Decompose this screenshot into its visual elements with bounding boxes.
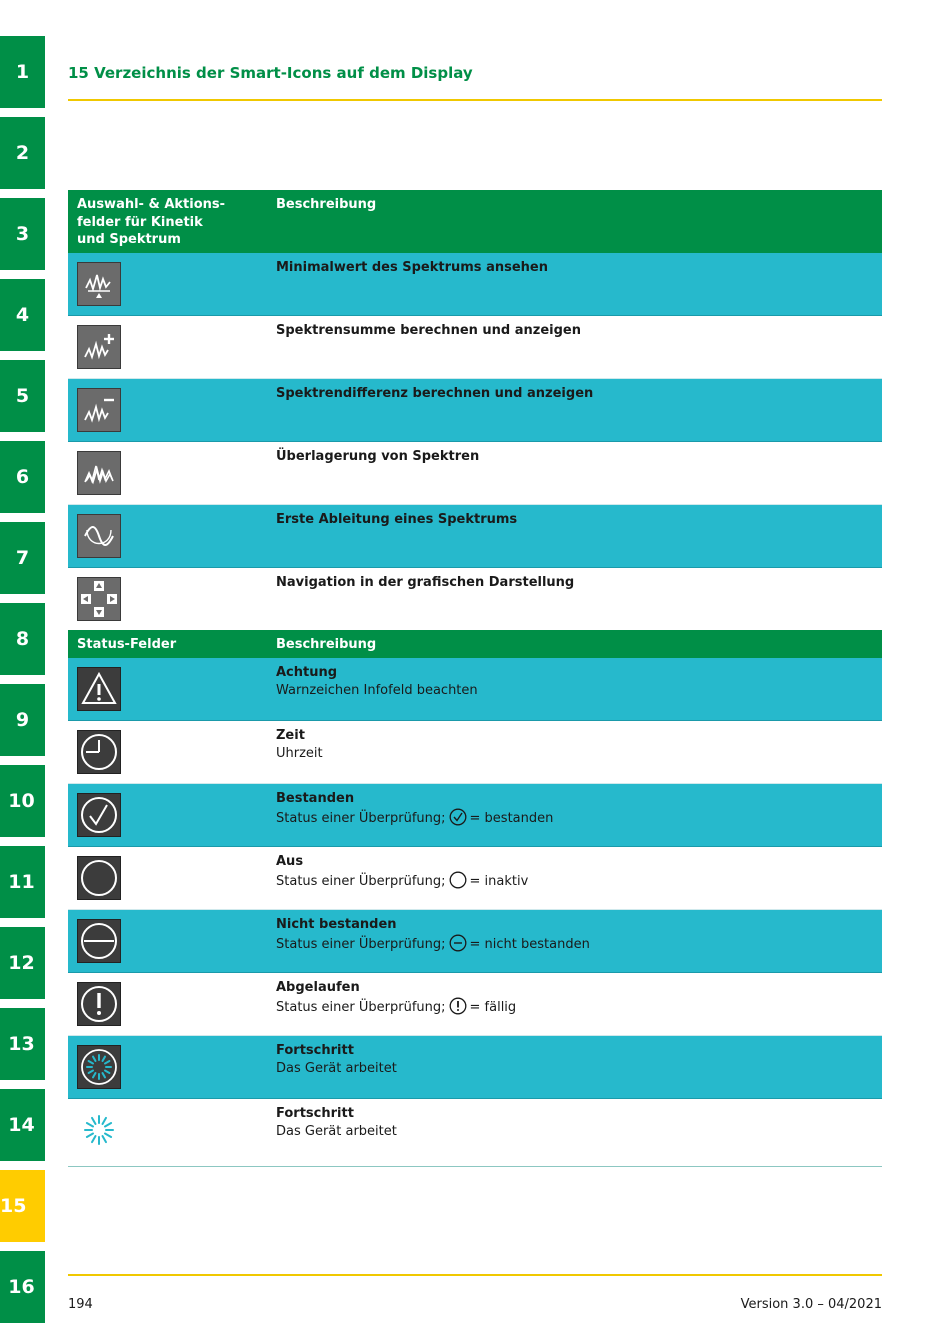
- tab-label: 12: [8, 952, 35, 974]
- row-title: Navigation in der grafischen Darstellung: [276, 575, 575, 590]
- tab-label: 3: [15, 223, 30, 245]
- row-description: Das Gerät arbeitet: [276, 1124, 397, 1139]
- tab-chapter-4[interactable]: [0, 279, 45, 351]
- page-number: 194: [68, 1297, 93, 1312]
- tab-chapter-6[interactable]: [0, 441, 45, 513]
- tab-label: 7: [15, 547, 30, 569]
- tab-label: 13: [8, 1033, 35, 1055]
- tab-chapter-12[interactable]: [0, 927, 45, 999]
- tab-chapter-8[interactable]: [0, 603, 45, 675]
- row-description: [276, 997, 876, 1017]
- row-text: [276, 853, 876, 891]
- row-title: Spektrendifferenz berechnen und anzeigen: [276, 386, 594, 401]
- table-row: [68, 253, 882, 316]
- row-title: Nicht bestanden: [276, 917, 397, 932]
- tab-chapter-5[interactable]: [0, 360, 45, 432]
- table-row: [68, 658, 882, 721]
- tab-label: 14: [8, 1114, 35, 1136]
- table-header-status: [68, 630, 882, 658]
- tab-chapter-13[interactable]: [0, 1008, 45, 1080]
- row-description: [276, 871, 876, 891]
- icon-table: [68, 190, 882, 1161]
- version-label: Version 3.0 – 04/2021: [740, 1297, 882, 1312]
- progress-spinner-icon: [77, 1108, 121, 1152]
- row-title: Fortschritt: [276, 1043, 354, 1058]
- row-title: Überlagerung von Spektren: [276, 449, 480, 464]
- description-suffix: = fällig: [469, 1000, 517, 1015]
- progress-spinner-dark-icon: [77, 1045, 121, 1089]
- row-text: [276, 790, 876, 828]
- table-bottom-rule: [68, 1166, 882, 1167]
- tab-chapter-7[interactable]: [0, 522, 45, 594]
- tab-chapter-11[interactable]: [0, 846, 45, 918]
- tab-label: 6: [15, 466, 30, 488]
- spectrum-difference-icon: [77, 388, 121, 432]
- row-title: Bestanden: [276, 791, 355, 806]
- description-prefix: Status einer Überprüfung;: [276, 874, 446, 889]
- table-row: [68, 784, 882, 847]
- minus-circle-icon: [449, 934, 467, 952]
- header-divider: [68, 99, 882, 101]
- tab-chapter-3[interactable]: [0, 198, 45, 270]
- minus-circle-icon: [77, 919, 121, 963]
- column-header-description: Beschreibung: [276, 197, 377, 212]
- spectrum-overlay-icon: [77, 451, 121, 495]
- description-prefix: Status einer Überprüfung;: [276, 937, 446, 952]
- table-row: [68, 721, 882, 784]
- row-title: Fortschritt: [276, 1106, 354, 1121]
- tab-label: 5: [15, 385, 30, 407]
- row-title: Abgelaufen: [276, 980, 360, 995]
- spectrum-sum-icon: [77, 325, 121, 369]
- table-row: [68, 910, 882, 973]
- row-title: Achtung: [276, 665, 338, 680]
- check-circle-icon: [449, 808, 467, 826]
- tab-label: 1: [15, 61, 30, 83]
- column-header-status: Status-Felder: [77, 637, 177, 652]
- navigation-arrows-icon: [77, 577, 121, 621]
- row-description: Uhrzeit: [276, 746, 323, 761]
- table-header-actions: [68, 190, 882, 253]
- row-text: [276, 727, 876, 763]
- tab-label: 11: [8, 871, 35, 893]
- row-description: Das Gerät arbeitet: [276, 1061, 397, 1076]
- table-row: [68, 316, 882, 379]
- row-description: [276, 934, 876, 954]
- description-suffix: = nicht bestanden: [469, 937, 590, 952]
- table-row: [68, 847, 882, 910]
- row-title: Aus: [276, 854, 304, 869]
- row-description: Warnzeichen Infofeld beachten: [276, 683, 478, 698]
- table-row: [68, 568, 882, 630]
- table-row: [68, 442, 882, 505]
- tab-label: 2: [15, 142, 30, 164]
- description-suffix: = bestanden: [469, 811, 554, 826]
- description-prefix: Status einer Überprüfung;: [276, 1000, 446, 1015]
- tab-chapter-15[interactable]: [0, 1170, 45, 1242]
- table-row: [68, 505, 882, 568]
- tab-chapter-1[interactable]: [0, 36, 45, 108]
- row-text: [276, 664, 876, 700]
- warning-icon: [77, 667, 121, 711]
- tab-chapter-16[interactable]: [0, 1251, 45, 1323]
- tab-chapter-14[interactable]: [0, 1089, 45, 1161]
- row-text: [276, 1105, 876, 1141]
- clock-icon: [77, 730, 121, 774]
- tab-chapter-10[interactable]: [0, 765, 45, 837]
- row-description: [276, 808, 876, 828]
- tab-label: 10: [8, 790, 35, 812]
- empty-circle-icon: [77, 856, 121, 900]
- exclamation-circle-icon: [77, 982, 121, 1026]
- page-title: 15 Verzeichnis der Smart-Icons auf dem Display: [68, 64, 473, 82]
- tab-label: 8: [15, 628, 30, 650]
- row-title: Zeit: [276, 728, 305, 743]
- empty-circle-icon: [449, 871, 467, 889]
- tab-label: 15: [0, 1195, 27, 1217]
- column-header-description: Beschreibung: [276, 637, 377, 652]
- tab-label: 4: [15, 304, 30, 326]
- tab-chapter-2[interactable]: [0, 117, 45, 189]
- spectrum-minimum-icon: [77, 262, 121, 306]
- table-row: [68, 379, 882, 442]
- row-text: [276, 979, 876, 1017]
- description-prefix: Status einer Überprüfung;: [276, 811, 446, 826]
- first-derivative-icon: [77, 514, 121, 558]
- footer-divider: [68, 1274, 882, 1276]
- exclamation-circle-icon: [449, 997, 467, 1015]
- table-row: [68, 973, 882, 1036]
- table-row: [68, 1099, 882, 1161]
- description-suffix: = inaktiv: [469, 874, 529, 889]
- row-title: Spektrensumme berechnen und anzeigen: [276, 323, 582, 338]
- column-header-actions: Auswahl- & Aktions- felder für Kinetik und Spektrum: [77, 197, 226, 247]
- tab-label: 9: [15, 709, 30, 731]
- row-title: Erste Ableitung eines Spektrums: [276, 512, 518, 527]
- tab-label: 16: [8, 1276, 35, 1298]
- row-text: [276, 1042, 876, 1078]
- table-row: [68, 1036, 882, 1099]
- check-circle-icon: [77, 793, 121, 837]
- row-title: Minimalwert des Spektrums ansehen: [276, 260, 548, 275]
- row-text: [276, 916, 876, 954]
- tab-chapter-9[interactable]: [0, 684, 45, 756]
